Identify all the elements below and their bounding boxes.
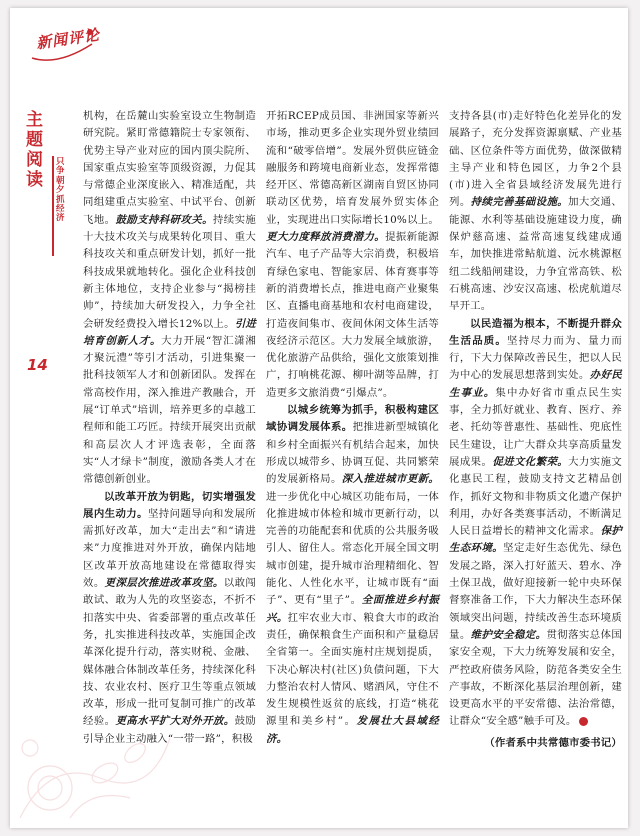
logo-text: 新闻评论 (35, 25, 102, 53)
magazine-page (10, 8, 628, 828)
paragraph: 支持各县(市)走好特色化差异化的发展路子，充分发挥资源禀赋、产业基础、区位条件等方面优势，做深做精主导产业和特色园区，力争2个县(市)进入全省县域经济发展先进行列。持续完善基础设施。加大交通、能源、水利等基础设施建设力度，确保炉慈高速、益常高速复线建成通车，加快推进常鲇航道、沅水桃源枢纽二线船闸建设，力争宜常高铁、松石桃高速、沙安汉高速、松虎航道尽早开工。 (449, 110, 622, 313)
article-body (83, 108, 623, 752)
section-sidebar (26, 110, 72, 224)
subheading: 以改革开放为钥匙，切实增强发展内生动力。 (83, 490, 256, 520)
paragraph: 以城乡统筹为抓手，积极构建区域协调发展体系。把推进新型城镇化和乡村全面振兴有机结合起来，加快形成以城带乡、协调互促、共同繁荣的发展新格局。深入推进城市更新。进一步优化中心城区功能布局，一体化推进城市体检和城市更新行动，以完善的功能配套和优质的公共服务吸引人、留住人。常态化开展全国文明城市创建，提升城市治理精细化、智能化、人性化水平，让城市既有“面子”、更有“里子”。全面推进乡村振兴。扛牢农业大市、粮食大市的政治责任，确保粮食生产面积和产量稳居全省第一。全面实施村庄规划提质，下决心解决村(社区)负债问题，下大力整治农村人情风、赌酒风，守住不发生规模性返贫的底线，打造“桃花源里和美乡村”。发展壮大县域经济。 (266, 404, 440, 745)
article-column-3 (449, 108, 622, 752)
paragraph: 机构，在岳麓山实验室设立生物制造研究院。紧盯常德籍院士专家领衔、优势主导产业对应的国内顶尖院所、国家重点实验室等顶级资源，力促其与常德企业深度嵌入、精准适配，共同组建重点实验室、中试平台、创新飞地。鼓励支持科研攻关。持续实施十大技术攻关与成果转化项目、重大科技攻关和重点研发计划，抓好一批科技成果就地转化。强化企业科技创新主体地位，支持企业参与“揭榜挂帅”，持续加大研发投入，力争全社会研发经费投入增长12%以上。引进培育创新人才。大力开展“智汇潇湘 才聚沅澧”等引才活动，引进集聚一批科技领军人才和创新团队。发挥在常高校作用，深入推进产教融合，开展“订单式”培训，培养更多的卓越工程师和能工巧匠。持续开展突出贡献和高层次人才评选表彰，全面落实“人才绿卡”制度，激励各类人才在常德创新创业。 (83, 110, 257, 486)
end-mark-icon (579, 717, 588, 726)
subheading: 以民造福为根本，不断提升群众生活品质。 (449, 317, 622, 347)
paragraph: 以民造福为根本，不断提升群众生活品质。坚持尽力而为、量力而行，下大力保障改善民生，把以人民为中心的发展思想落到实处。办好民生事业。集中办好省市重点民生实事，全力抓好就业、教育、医疗、养老、托幼等普惠性、基础性、兜底性民生建设，让广大群众共享高质量发展成果。促进文化繁荣。大力实施文化惠民工程，鼓励支持文艺精品创作，抓好文物和非物质文化遗产保护利用，办好各类赛事活动，不断满足人民日益增长的精神文化需求。保护生态环境。坚定走好生态优先、绿色发展之路，深入打好蓝天、碧水、净土保卫战，做好迎接新一轮中央环保督察准备工作，下大力解决生态环保领域突出问题，持续改善生态环境质量。维护安全稳定。贯彻落实总体国家安全观，下大力统筹发展和安全，严控政府债务风险，防范各类安全生产事故，不断深化基层治理创新，建设更高水平的平安常德、法治常德，让群众“安全感”触手可及。 (449, 317, 623, 728)
article-column-2 (266, 108, 439, 752)
section-subtitle: 只争朝夕抓经济 (56, 157, 65, 224)
article-column-1 (83, 108, 256, 752)
magazine-logo (28, 22, 102, 66)
subheading: 以城乡统筹为抓手，积极构建区域协调发展体系。 (266, 404, 439, 434)
page-number: 14 (27, 356, 48, 374)
section-title: 主题阅读 (26, 110, 43, 190)
author-note: （作者系中共常德市委书记） (484, 736, 622, 749)
section-divider (52, 156, 54, 256)
paragraph: 开拓RCEP成员国、非洲国家等新兴市场，推动更多企业实现外贸业绩回流和“破零倍增”。发展外贸供应链金融服务和跨境电商新业态，发挥常德经开区、常德高新区湖南自贸区协同联动区优势，培育发展外贸实体企业，实现进出口实际增长10%以上。更大力度释放消费潜力。提振新能源汽车、电子产品等大宗消费，积极培育绿色家电、智能家居、体育赛事等新的消费增长点，推进电商产业聚集区、直播电商基地和农村电商建设，打造夜间集市、夜间休闲文体生活等夜经济示范区。大力发展全域旅游，优化旅游产品供给，强化文旅策划推广，打响桃花源、柳叶湖等品牌，打造更多文旅消费“引爆点”。 (266, 110, 440, 399)
paragraph: 以改革开放为钥匙，切实增强发展内生动力。坚持问题导向和发展所需抓好改革，加大“走出去”和“请进来”力度推进对外开放，确保内陆地区改革开放高地建设在常德取得实效。更深层次推进改革攻坚。以敢闯敢试、敢为人先的攻坚姿态，不折不扣落实中央、省委部署的重点改革任务，扎实推进科技改革，实施国企改革深化提升行动，落实财税、金融、媒体融合体制改革任务，持续深化科技、农业农村、医疗卫生等重点领域改革，形成一批可复制可推广的改革经验。更高水平扩大对外开放。鼓励引导企业主动融入“一带一路”，积极 (83, 490, 257, 745)
